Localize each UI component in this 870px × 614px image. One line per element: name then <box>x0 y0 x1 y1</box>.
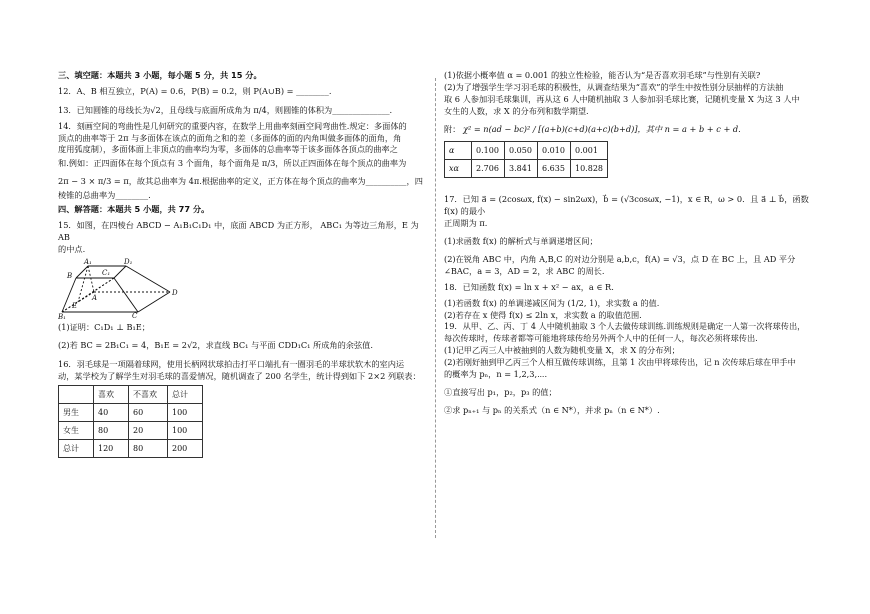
table-row <box>59 440 203 458</box>
table-cell: α <box>445 142 472 160</box>
question-15-line-2: 的中点. <box>58 243 86 254</box>
table-cell: 200 <box>168 440 203 458</box>
chi-square-formula <box>444 124 816 136</box>
question-16-line-2: 动，某学校为了解学生对羽毛球的喜爱情况，随机调查了 200 名学生，统计得到如下 2×2 列联表： <box>58 371 421 382</box>
formula-prefix: 附： <box>444 123 461 134</box>
label-b1: B₁ <box>58 312 66 320</box>
frustum-figure <box>58 258 198 320</box>
question-18: 18．已知函数 f(x) = ln x + x² − ax，a ∈ R. <box>444 281 614 292</box>
label-b: B <box>67 271 73 280</box>
question-16-line-1: 16．羽毛球是一项隔着球网，使用长柄网状球拍击打平口端扎有一圈羽毛的半球状软木的室内运 <box>58 359 405 370</box>
question-14 <box>58 121 426 202</box>
table-cell <box>59 386 94 404</box>
label-e: E <box>72 301 78 310</box>
table-cell: 0.100 <box>472 142 505 160</box>
contingency-table <box>58 385 203 458</box>
q19-sub-1: ①直接写出 p₁，p₂，p₃ 的值； <box>444 386 557 397</box>
question-12: 12．A、B 相互独立，P(A) = 0.6，P(B) = 0.2，则 P(A∪B) = ________. <box>58 85 332 96</box>
table-cell: 20 <box>129 422 168 440</box>
q19-part-2-line-2: 的概率为 pₙ，n = 1,2,3,⋯. <box>444 369 548 380</box>
q14-line-6: 棱锥的总曲率为________. <box>58 190 151 201</box>
q16-part-1: (1)依据小概率值 α = 0.001 的独立性检验，能否认为“是否喜欢羽毛球”与性别有关联? <box>444 70 761 80</box>
table-cell: 60 <box>129 404 168 422</box>
column-divider <box>435 78 436 538</box>
table-cell: 100 <box>168 404 203 422</box>
q18-part-1: (1)若函数 f(x) 的单调递减区间为 (1/2, 1)，求实数 a 的值. <box>444 297 660 308</box>
table-cell: 40 <box>94 404 129 422</box>
table-cell: 120 <box>94 440 129 458</box>
critical-value-table <box>444 141 608 178</box>
table-cell: 100 <box>168 422 203 440</box>
table-cell: 总计 <box>59 440 94 458</box>
q14-line-4: 和.例如：正四面体在每个顶点有 3 个面角，每个面角是 π/3，所以正四面体在每个顶点的曲率为 <box>58 158 407 169</box>
table-cell: 0.050 <box>505 142 538 160</box>
label-d: D <box>172 288 178 297</box>
question-19-line-2: 每次传球时，传球者都等可能地将球传给另外两个人中的任何一人，每次必须将球传出. <box>444 333 758 344</box>
table-cell: 0.010 <box>538 142 571 160</box>
q16-part-2-line-1: (2)为了增强学生学习羽毛球的积极性，从调查结果为“喜欢”的学生中按性别分层抽样的方法抽 <box>444 81 784 92</box>
table-row <box>445 142 608 160</box>
q17-part-2-line-1: (2)在锐角 ABC 中，内角 A,B,C 的对边分别是 a,b,c，f(A) = √3，点 D 在 BC 上，且 AD 平分 <box>444 254 796 265</box>
label-a: A <box>92 293 98 302</box>
table-cell: 男生 <box>59 404 94 422</box>
formula-text: χ² = n(ad − bc)² / [(a+b)(c+d)(a+c)(b+d)]，其中 n = a + b + c + d. <box>463 123 741 134</box>
table-cell: 不喜欢 <box>129 386 168 404</box>
table-row <box>59 404 203 422</box>
question-17-line-1: 17．已知 a⃗ = (2cosωx, f(x) − sin2ωx)，b⃗ = (√3cosωx, −1)，x ∈ R，ω > 0．且 a⃗ ⊥ b⃗，函数 f(x) 的最小 <box>444 194 809 217</box>
q14-line-5: 2π − 3 × π/3 = π，故其总曲率为 4π.根据曲率的定义，正方体在每个顶点的曲率为__________，四 <box>58 176 423 187</box>
section-4-heading: 四、解答题：本题共 5 小题，共 77 分。 <box>58 204 210 215</box>
q19-part-2-line-1: (2)若刚好抽到甲乙丙三个人相互做传球训练，且第 1 次由甲将球传出，记 n 次传球后球在甲手中 <box>444 357 796 368</box>
q14-line-2: 顶点的曲率等于 2π 与多面体在该点的面角之和的差（多面体的面的内角叫做多面体的面角，角 <box>58 132 402 143</box>
section-3-heading: 三、填空题：本题共 3 小题，每小题 5 分，共 15 分。 <box>58 70 262 80</box>
question-15-line-1: 15．如图，在四棱台 ABCD − A₁B₁C₁D₁ 中，底面 ABCD 为正方形， ABC₁ 为等边三角形，E 为 AB <box>58 219 419 242</box>
q17-part-2-line-2: ∠BAC，a = 3，AD = 2，求 ABC 的周长. <box>444 265 605 276</box>
table-cell: 0.001 <box>571 142 608 160</box>
right-column <box>444 70 816 417</box>
label-d1: D₁ <box>124 257 133 266</box>
table-cell: 女生 <box>59 422 94 440</box>
q15-part-1: (1)证明：C₁D₁ ⊥ B₁E； <box>58 321 150 332</box>
table-row <box>59 422 203 440</box>
label-c: C <box>132 311 138 320</box>
table-cell: 6.635 <box>538 160 571 178</box>
q14-line-1: 14．刻画空间的弯曲性是几何研究的重要内容，在数学上用曲率刻画空间弯曲性.规定：多面体的 <box>58 120 407 131</box>
q18-part-2: (2)若存在 x 使得 f(x) ≤ 2ln x，求实数 a 的取值范围. <box>444 309 642 320</box>
table-header-row <box>59 386 203 404</box>
q14-line-3: 度用弧度制），多面体面上非顶点的曲率均为零，多面体的总曲率等于该多面体各顶点的曲率之 <box>58 144 398 155</box>
table-cell: 10.828 <box>571 160 608 178</box>
question-17-line-2: 正周期为 π. <box>444 218 488 229</box>
table-cell: 80 <box>129 440 168 458</box>
q19-part-1: (1)记甲乙丙三人中被抽到的人数为随机变量 X，求 X 的分布列； <box>444 345 680 356</box>
question-19-line-1: 19．从甲、乙、丙、丁 4 人中随机抽取 3 个人去做传球训练.训练规则是确定一人第一次将球传出， <box>444 321 806 332</box>
label-a1: A₁ <box>84 257 92 266</box>
table-cell: 80 <box>94 422 129 440</box>
q19-sub-2: ②求 pₙ₊₁ 与 pₙ 的关系式（n ∈ N*），并求 pₙ（n ∈ N*）. <box>444 404 660 415</box>
label-c1: C₁ <box>102 268 111 277</box>
table-row <box>445 160 608 178</box>
table-cell: 总计 <box>168 386 203 404</box>
q16-part-2-line-2: 取 6 人参加羽毛球集训，再从这 6 人中随机抽取 3 人参加羽毛球比赛，记随机变量 X 为这 3 人中 <box>444 93 800 104</box>
table-cell: 3.841 <box>505 160 538 178</box>
left-column <box>58 70 426 458</box>
table-cell: 喜欢 <box>94 386 129 404</box>
q15-part-2: (2)若 BC = 2B₁C₁ = 4，B₁E = 2√2，求直线 BC₁ 与平面 CDD₁C₁ 所成角的余弦值. <box>58 340 373 351</box>
q16-part-2-line-3: 女生的人数，求 X 的分布列和数学期望. <box>444 105 589 116</box>
q17-part-1: (1)求函数 f(x) 的解析式与单调递增区间； <box>444 236 598 247</box>
table-cell: 2.706 <box>472 160 505 178</box>
question-13: 13．已知圆锥的母线长为√2，且母线与底面所成角为 π/4，则圆锥的体积为______________. <box>58 104 393 115</box>
table-cell: xα <box>445 160 472 178</box>
